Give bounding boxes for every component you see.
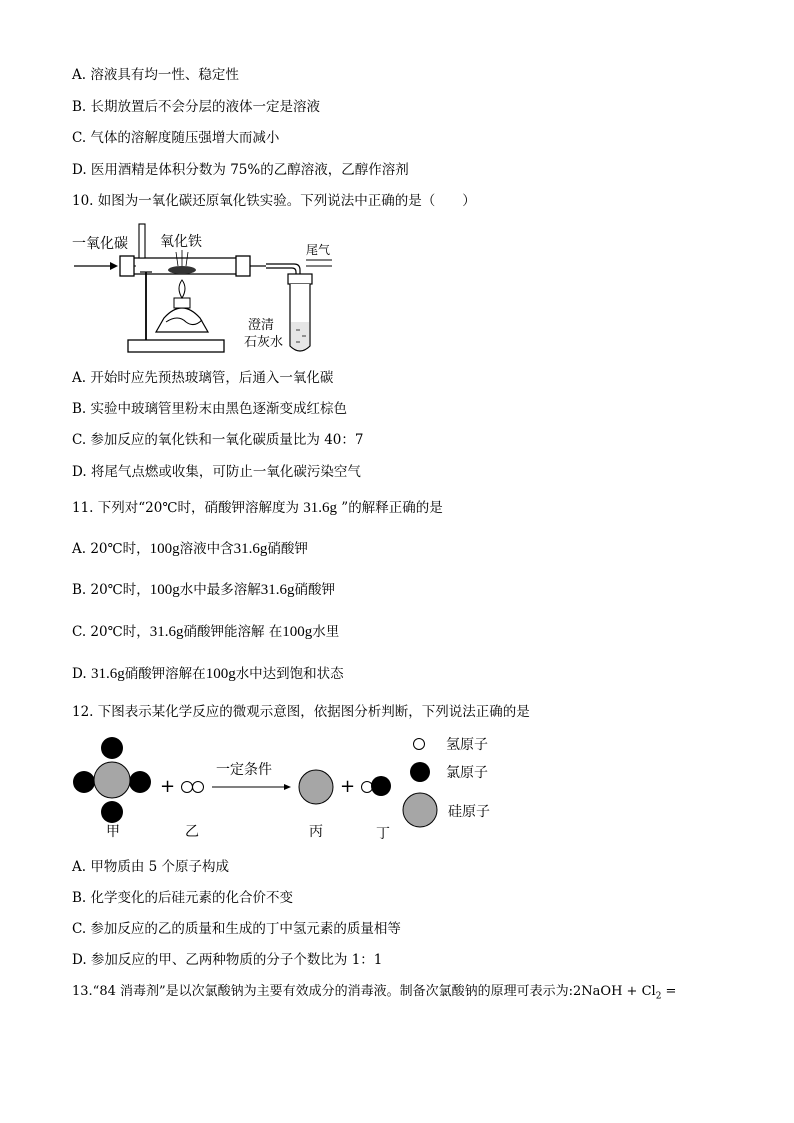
q11-option-c (72, 623, 339, 641)
option-suffix: 硝酸钾 (267, 541, 308, 557)
option-prefix: C. 20℃时， (72, 624, 150, 640)
option-math-2: 31.6g (233, 541, 268, 557)
q13-stem (72, 983, 676, 1006)
h-atom (362, 782, 373, 793)
h-atom (182, 782, 193, 793)
plus-sign-2: + (340, 776, 356, 797)
option-suffix: 水里 (312, 624, 340, 640)
legend-si-label: 硅原子 (448, 804, 490, 820)
cl-atom (73, 771, 95, 793)
q9-option-a: A. 溶液具有均一性、稳定性 (72, 67, 239, 83)
option-prefix: A. 20℃时， (72, 541, 150, 557)
q12-option-a: A. 甲物质由 5 个原子构成 (72, 859, 230, 875)
q9-option-b: B. 长期放置后不会分层的液体一定是溶液 (72, 99, 321, 115)
q10-option-a: A. 开始时应先预热玻璃管，后通入一氧化碳 (72, 370, 334, 386)
legend-h-label: 氢原子 (446, 737, 488, 753)
plus-sign-1: + (160, 776, 176, 797)
option-math-1: 100g (149, 582, 180, 598)
limewater-label-2: 石灰水 (244, 335, 284, 350)
q11-stem-text: 11. 下列对“20℃时，硝酸钾溶解度为 (72, 500, 299, 516)
q12-option-b: B. 化学变化的后硅元素的化合价不变 (72, 890, 294, 906)
label-jia: 甲 (106, 824, 120, 840)
cl-atom (129, 771, 151, 793)
option-text: 溶液中含 (179, 541, 234, 557)
co-label: 一氧化碳 (72, 236, 128, 252)
option-prefix: B. 20℃时， (72, 582, 150, 598)
legend-h-atom (414, 739, 425, 750)
label-bing: 丙 (309, 824, 323, 840)
reaction-micro-diagram (70, 732, 510, 844)
co-reduction-apparatus-figure (70, 222, 340, 367)
q12-stem: 12. 下图表示某化学反应的微观示意图，依据图分析判断，下列说法正确的是 (72, 704, 530, 720)
q10-option-c: C. 参加反应的氧化铁和一氧化碳质量比为 40：7 (72, 432, 364, 448)
option-prefix: D. (72, 666, 91, 682)
q11-stem (72, 499, 443, 517)
option-math-2: 31.6g (260, 582, 295, 598)
q11-stem-end: ”的解释正确的是 (341, 500, 443, 516)
option-suffix: 硝酸钾 (294, 582, 336, 598)
option-math-1: 31.6g (90, 666, 125, 682)
reaction-condition: 一定条件 (216, 762, 272, 778)
option-text: 硝酸钾溶解在 (124, 666, 206, 682)
si-atom (299, 770, 333, 804)
q10-stem: 10. 如图为一氧化碳还原氧化铁实验。下列说法中正确的是（ ） (72, 193, 476, 209)
legend-cl-label: 氯原子 (446, 765, 488, 781)
q9-option-c: C. 气体的溶解度随压强增大而减小 (72, 130, 280, 146)
cl-atom (101, 801, 123, 823)
cl-atom (101, 737, 123, 759)
q10-option-d: D. 将尾气点燃或收集，可防止一氧化碳污染空气 (72, 464, 361, 480)
option-math-1: 100g (149, 541, 180, 557)
q11-stem-math: 31.6g (303, 500, 337, 516)
q11-option-a (72, 540, 308, 558)
option-text: 硝酸钾能溶解 在 (183, 624, 283, 640)
q11-option-d (72, 665, 344, 683)
h-atom (193, 782, 204, 793)
cl-atom (371, 776, 391, 796)
legend-si-atom (403, 793, 437, 827)
label-ding: 丁 (376, 826, 390, 842)
option-text: 水中最多溶解 (179, 582, 261, 598)
legend-cl-atom (410, 762, 430, 782)
q10-option-b: B. 实验中玻璃管里粉末由黑色逐渐变成红棕色 (72, 401, 348, 417)
label-yi: 乙 (185, 824, 199, 840)
q13-subscript: 2 (655, 991, 662, 1002)
q12-option-d: D. 参加反应的甲、乙两种物质的分子个数比为 1：1 (72, 952, 383, 968)
option-math-2: 100g (205, 666, 236, 682)
q9-option-d: D. 医用酒精是体积分数为 75%的乙醇溶液，乙醇作溶剂 (72, 162, 409, 178)
q13-stem-text: 13.“84 消毒剂”是以次氯酸钠为主要有效成分的消毒液。制备次氯酸钠的原理可表示为:2NaOH + Cl (72, 984, 656, 999)
tail-gas-label: 尾气 (306, 243, 331, 257)
option-math-1: 31.6g (149, 624, 184, 640)
q11-option-b (72, 581, 335, 599)
option-suffix: 水中达到饱和状态 (235, 666, 344, 682)
q12-option-c: C. 参加反应的乙的质量和生成的丁中氢元素的质量相等 (72, 921, 401, 937)
fe2o3-label: 氧化铁 (160, 234, 202, 250)
q13-stem-end: = (661, 984, 677, 999)
si-atom (94, 762, 130, 798)
option-math-2: 100g (282, 624, 313, 640)
limewater-label-1: 澄清 (248, 318, 275, 333)
